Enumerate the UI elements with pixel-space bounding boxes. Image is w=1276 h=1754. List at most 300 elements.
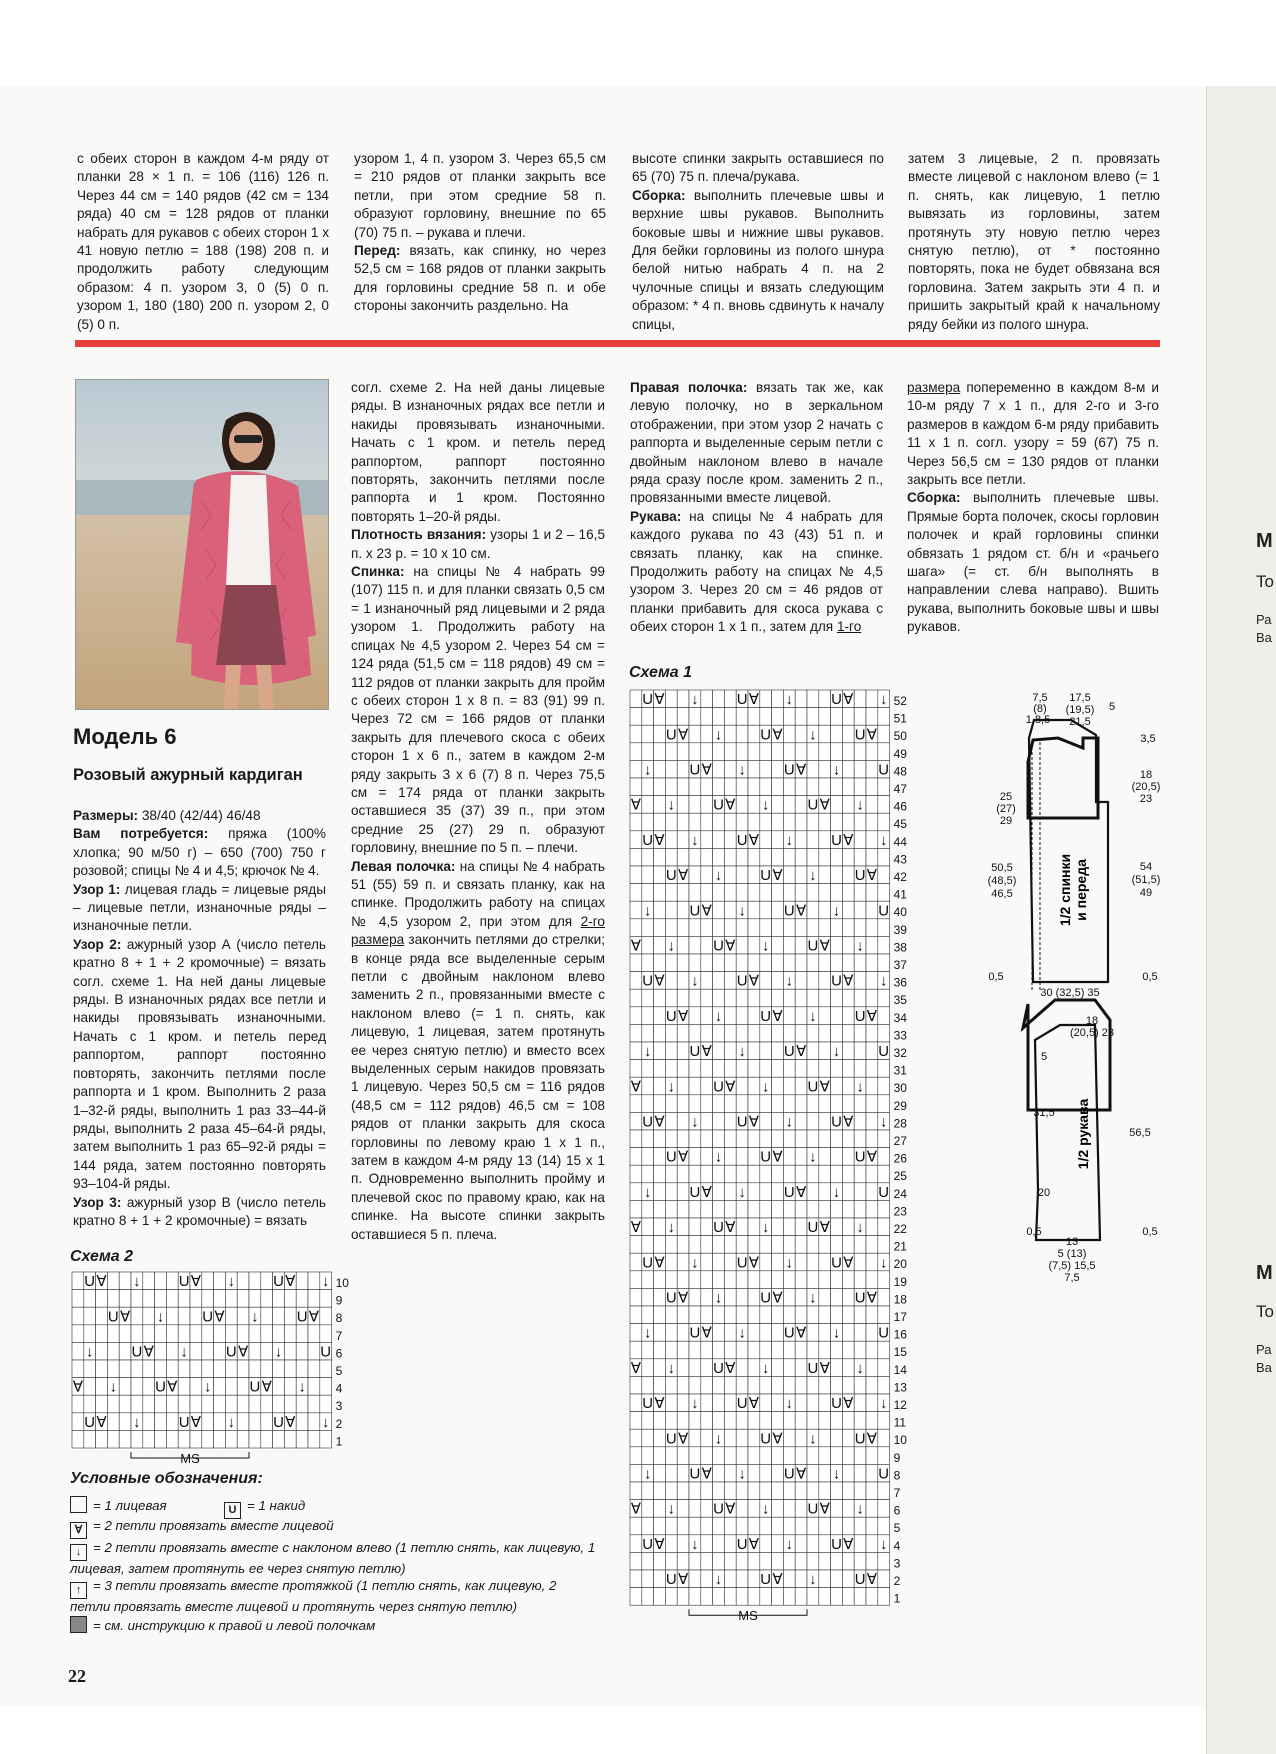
grid-cell xyxy=(819,901,831,919)
grid-cell xyxy=(866,1552,878,1570)
grid-cell xyxy=(654,1552,666,1570)
grid-cell xyxy=(760,901,772,919)
grid-cell xyxy=(842,848,854,866)
grid-cell xyxy=(689,1570,701,1588)
grid-cell xyxy=(866,1183,878,1201)
grid-cell xyxy=(842,1376,854,1394)
grid-cell xyxy=(878,813,890,831)
grid-cell xyxy=(736,954,748,972)
grid-cell xyxy=(795,725,807,743)
grid-cell xyxy=(724,1183,736,1201)
grid-cell xyxy=(842,1183,854,1201)
grid-cell xyxy=(713,848,725,866)
grid-cell xyxy=(760,1130,772,1148)
grid-cell xyxy=(308,1378,320,1396)
grid-cell xyxy=(689,796,701,814)
grid-cell xyxy=(701,1218,713,1236)
grid-cell xyxy=(748,1500,760,1518)
stitch-symbol: U xyxy=(783,902,795,920)
grid-cell xyxy=(630,1007,642,1025)
row-number: 1 xyxy=(335,1434,343,1449)
grid-cell xyxy=(654,1376,666,1394)
grid-cell xyxy=(748,1148,760,1166)
grid-cell xyxy=(831,1588,843,1606)
grid-cell xyxy=(654,1007,666,1025)
grid-cell xyxy=(96,1290,108,1308)
grid-cell xyxy=(665,1095,677,1113)
grid-cell xyxy=(736,1165,748,1183)
grid-cell xyxy=(878,1271,890,1289)
grid-cell xyxy=(665,708,677,726)
grid-cell xyxy=(654,1271,666,1289)
grid-cell xyxy=(748,884,760,902)
grid-cell xyxy=(724,1271,736,1289)
stitch-symbol: ∀ xyxy=(843,831,854,849)
stitch-symbol: U xyxy=(249,1378,261,1396)
grid-cell xyxy=(783,1359,795,1377)
grid-cell xyxy=(807,954,819,972)
grid-cell xyxy=(783,1200,795,1218)
grid-cell xyxy=(878,1429,890,1447)
grid-cell xyxy=(854,848,866,866)
grid-cell xyxy=(783,1218,795,1236)
stitch-symbol: ↓ xyxy=(879,691,888,709)
grid-cell xyxy=(795,1570,807,1588)
grid-cell xyxy=(689,1429,701,1447)
stitch-symbol: ∀ xyxy=(630,937,642,955)
stitch-symbol: ∀ xyxy=(654,1113,665,1131)
grid-cell xyxy=(308,1430,320,1448)
grid-cell xyxy=(854,690,866,708)
grid-cell xyxy=(795,1200,807,1218)
stitch-symbol: ↓ xyxy=(761,1219,770,1237)
stitch-symbol: ↓ xyxy=(667,1500,676,1518)
grid-cell xyxy=(736,778,748,796)
grid-cell xyxy=(795,866,807,884)
grid-cell xyxy=(842,954,854,972)
grid-cell xyxy=(677,1394,689,1412)
grid-cell xyxy=(842,1271,854,1289)
grid-cell xyxy=(701,1359,713,1377)
stitch-symbol: U xyxy=(854,726,866,744)
grid-cell xyxy=(642,1570,654,1588)
grid-cell xyxy=(296,1360,308,1378)
grid-cell xyxy=(736,1288,748,1306)
stitch-symbol: ↓ xyxy=(809,1289,817,1307)
grid-cell xyxy=(724,1394,736,1412)
grid-cell xyxy=(713,989,725,1007)
grid-cell xyxy=(273,1378,285,1396)
grid-cell xyxy=(273,1307,285,1325)
grid-cell xyxy=(819,1130,831,1148)
grid-cell xyxy=(878,1588,890,1606)
bold-label: Вам потребуется: xyxy=(73,826,209,842)
stitch-symbol: ∀ xyxy=(843,972,854,990)
grid-cell xyxy=(854,1394,866,1412)
stitch-symbol: ↓ xyxy=(133,1273,141,1291)
stitch-symbol: ↓ xyxy=(738,1324,746,1342)
grid-cell xyxy=(677,972,689,990)
grid-cell xyxy=(677,1218,689,1236)
grid-cell xyxy=(736,866,748,884)
stitch-symbol: ↓ xyxy=(809,1571,817,1589)
grid-cell xyxy=(854,1024,866,1042)
grid-cell xyxy=(819,778,831,796)
grid-cell xyxy=(807,1412,819,1430)
grid-cell xyxy=(96,1307,108,1325)
grid-cell xyxy=(831,708,843,726)
stitch-symbol: ∀ xyxy=(654,1254,665,1272)
grid-cell xyxy=(878,1376,890,1394)
stitch-symbol: U xyxy=(642,1535,654,1553)
grid-cell xyxy=(842,901,854,919)
stitch-symbol: ↓ xyxy=(714,1289,723,1307)
grid-cell xyxy=(654,901,666,919)
grid-cell xyxy=(748,725,760,743)
grid-cell xyxy=(273,1290,285,1308)
stitch-symbol: U xyxy=(831,691,842,709)
grid-cell xyxy=(795,778,807,796)
grid-cell xyxy=(795,690,807,708)
grid-cell xyxy=(724,954,736,972)
grid-cell xyxy=(795,1288,807,1306)
paragraph: согл. схеме 2. На ней даны лицевые ряды. В изнаночных рядах все петли и накиды провязывать изнаночными. Начать с 1 кром. и петель перед раппортом, раппорт постоянно повторять, закончить петлями после раппорта и 1 кром. Постоянно повторять 1–20-й ряды. xyxy=(351,380,605,524)
grid-cell xyxy=(72,1325,84,1343)
grid-cell xyxy=(866,1588,878,1606)
grid-cell xyxy=(214,1325,226,1343)
grid-cell xyxy=(807,1042,819,1060)
stitch-symbol: U xyxy=(760,1148,772,1166)
grid-cell xyxy=(748,1288,760,1306)
row-number: 3 xyxy=(335,1399,343,1414)
stitch-symbol: ∀ xyxy=(819,1219,830,1237)
grid-cell xyxy=(249,1290,261,1308)
grid-cell xyxy=(736,1095,748,1113)
grid-cell xyxy=(665,1588,677,1606)
grid-cell xyxy=(225,1430,237,1448)
grid-cell xyxy=(772,919,784,937)
row-number: 26 xyxy=(893,1151,907,1166)
row-number: 9 xyxy=(893,1450,901,1465)
grid-cell xyxy=(842,1165,854,1183)
stitch-symbol: U xyxy=(854,867,866,885)
grid-cell xyxy=(748,1165,760,1183)
grid-cell xyxy=(96,1342,108,1360)
stitch-symbol: ∀ xyxy=(285,1413,296,1431)
grid-cell xyxy=(819,1306,831,1324)
grid-cell xyxy=(654,1218,666,1236)
grid-cell xyxy=(795,1500,807,1518)
grid-cell xyxy=(677,954,689,972)
legend-title: Условные обозначения: xyxy=(70,1470,263,1487)
grid-cell xyxy=(143,1360,155,1378)
grid-cell xyxy=(630,1183,642,1201)
grid-cell xyxy=(202,1360,214,1378)
grid-cell xyxy=(713,1130,725,1148)
grid-cell xyxy=(878,1570,890,1588)
grid-cell xyxy=(677,1130,689,1148)
grid-cell xyxy=(642,1060,654,1078)
grid-cell xyxy=(795,743,807,761)
grid-cell xyxy=(143,1272,155,1290)
grid-cell xyxy=(783,1306,795,1324)
stitch-symbol: U xyxy=(84,1413,96,1431)
grid-cell xyxy=(654,1288,666,1306)
text: ажурный узор В (число петель кратно 8 + 1 + 2 кромочные) = вязать xyxy=(73,1194,327,1228)
grid-cell xyxy=(760,1042,772,1060)
grid-cell xyxy=(284,1307,296,1325)
grid-cell xyxy=(284,1378,296,1396)
grid-cell xyxy=(772,1306,784,1324)
grid-cell xyxy=(630,1165,642,1183)
stitch-symbol: ↓ xyxy=(738,761,746,779)
grid-cell xyxy=(842,989,854,1007)
stitch-symbol: ↓ xyxy=(251,1308,259,1326)
grid-cell xyxy=(665,760,677,778)
stitch-symbol: U xyxy=(736,1535,748,1553)
grid-cell xyxy=(701,1130,713,1148)
row-number: 41 xyxy=(893,887,907,902)
grid-cell xyxy=(701,1570,713,1588)
grid-cell xyxy=(84,1307,96,1325)
stitch-symbol: U xyxy=(760,867,772,885)
stitch-symbol: U xyxy=(84,1273,96,1291)
stitch-symbol: ↓ xyxy=(643,902,652,920)
dim-label: 0,5 xyxy=(1026,1226,1042,1238)
grid-cell xyxy=(748,778,760,796)
grid-cell xyxy=(807,1588,819,1606)
grid-cell xyxy=(831,813,843,831)
grid-cell xyxy=(795,1359,807,1377)
row-number: 8 xyxy=(893,1468,901,1483)
grid-cell xyxy=(783,1007,795,1025)
grid-cell xyxy=(748,1570,760,1588)
grid-cell xyxy=(748,1324,760,1342)
dim-label: (51,5) xyxy=(1131,874,1161,886)
grid-cell xyxy=(689,1341,701,1359)
dim-label: 23 xyxy=(1139,793,1153,805)
grid-cell xyxy=(878,725,890,743)
grid-cell xyxy=(772,1042,784,1060)
stitch-symbol: ∀ xyxy=(819,1500,830,1518)
grid-cell xyxy=(665,1253,677,1271)
grid-cell xyxy=(854,1447,866,1465)
grid-cell xyxy=(178,1360,190,1378)
stitch-symbol: ↓ xyxy=(643,1183,652,1201)
row-number: 2 xyxy=(893,1573,901,1588)
stitch-symbol: ↓ xyxy=(643,1324,652,1342)
grid-cell xyxy=(630,919,642,937)
grid-cell xyxy=(842,1517,854,1535)
grid-cell xyxy=(842,708,854,726)
bold-label: Плотность вязания: xyxy=(351,527,487,543)
grid-cell xyxy=(772,1130,784,1148)
grid-cell xyxy=(819,1552,831,1570)
grid-cell xyxy=(654,708,666,726)
grid-cell xyxy=(736,1429,748,1447)
stitch-symbol: ↓ xyxy=(761,1078,770,1096)
paragraph: узором 1, 4 п. узором 3. Через 65,5 см = 210 рядов от планки закрыть все петли, при этом средние 58 п. образуют горловину, внешние по 65 (70) 75 п. – рукава и плечи. xyxy=(354,151,606,240)
grid-cell xyxy=(866,1112,878,1130)
grid-cell xyxy=(748,936,760,954)
grid-cell xyxy=(107,1325,119,1343)
stitch-symbol: ∀ xyxy=(772,1148,783,1166)
row-number: 33 xyxy=(893,1028,907,1043)
grid-cell xyxy=(665,1552,677,1570)
grid-cell xyxy=(831,1482,843,1500)
grid-cell xyxy=(630,1412,642,1430)
grid-cell xyxy=(819,1376,831,1394)
grid-cell xyxy=(701,1236,713,1254)
grid-cell xyxy=(854,1535,866,1553)
grid-cell xyxy=(807,1306,819,1324)
grid-cell xyxy=(284,1290,296,1308)
stitch-symbol: ↓ xyxy=(667,796,676,814)
grid-cell xyxy=(772,972,784,990)
grid-cell xyxy=(878,1306,890,1324)
grid-cell xyxy=(831,1500,843,1518)
grid-cell xyxy=(878,1447,890,1465)
legend-text: = 1 лицевая xyxy=(93,1498,167,1513)
grid-cell xyxy=(713,708,725,726)
grid-cell xyxy=(677,1236,689,1254)
grid-cell xyxy=(772,1165,784,1183)
grid-cell xyxy=(748,796,760,814)
stitch-symbol: ↓ xyxy=(691,972,699,990)
grid-cell xyxy=(842,1130,854,1148)
grid-cell xyxy=(630,1464,642,1482)
grid-cell xyxy=(677,901,689,919)
grid-cell xyxy=(261,1413,273,1431)
grid-cell xyxy=(642,796,654,814)
grid-cell xyxy=(807,1447,819,1465)
bold-label: Сборка: xyxy=(632,187,686,203)
grid-cell xyxy=(677,1447,689,1465)
left-column xyxy=(73,807,326,1230)
grid-cell xyxy=(878,989,890,1007)
grid-cell xyxy=(760,884,772,902)
grid-cell xyxy=(677,1253,689,1271)
grid-cell xyxy=(724,1042,736,1060)
legend-text: = см. инструкцию к правой и левой полочкам xyxy=(93,1618,376,1633)
grid-cell xyxy=(677,1500,689,1518)
grid-cell xyxy=(689,778,701,796)
stitch-symbol: ↓ xyxy=(879,831,888,849)
grid-cell xyxy=(772,1024,784,1042)
dim-label: 18 xyxy=(1139,769,1153,781)
grid-cell xyxy=(166,1413,178,1431)
grid-cell xyxy=(713,1200,725,1218)
grid-cell xyxy=(819,1148,831,1166)
grid-cell xyxy=(854,1588,866,1606)
grid-cell xyxy=(819,1271,831,1289)
grid-cell xyxy=(783,1376,795,1394)
stitch-symbol: U xyxy=(783,761,795,779)
grid-cell xyxy=(783,1500,795,1518)
back-shape xyxy=(1029,720,1108,982)
grid-cell xyxy=(842,1288,854,1306)
grid-cell xyxy=(630,972,642,990)
grid-cell xyxy=(701,813,713,831)
grid-cell xyxy=(237,1395,249,1413)
stitch-symbol: U xyxy=(665,1571,677,1589)
stitch-symbol: U xyxy=(296,1308,308,1326)
grid-cell xyxy=(736,1482,748,1500)
stitch-symbol: U xyxy=(713,1359,724,1377)
grid-cell xyxy=(689,1165,701,1183)
grid-cell xyxy=(748,1183,760,1201)
grid-cell xyxy=(866,1324,878,1342)
dim-label: (48,5) xyxy=(987,875,1017,887)
stitch-symbol: U xyxy=(736,1395,748,1413)
grid-cell xyxy=(713,884,725,902)
grid-cell xyxy=(642,1482,654,1500)
grid-cell xyxy=(772,1412,784,1430)
grid-cell xyxy=(249,1360,261,1378)
grid-cell xyxy=(724,1306,736,1324)
stitch-symbol: ∀ xyxy=(725,796,736,814)
grid-cell xyxy=(701,919,713,937)
grid-cell xyxy=(689,1007,701,1025)
grid-cell xyxy=(665,1394,677,1412)
grid-cell xyxy=(84,1290,96,1308)
stitch-symbol: ∀ xyxy=(72,1378,84,1396)
grid-cell xyxy=(72,1342,84,1360)
grid-cell xyxy=(783,1429,795,1447)
grid-cell xyxy=(736,1306,748,1324)
grid-cell xyxy=(642,936,654,954)
grid-cell xyxy=(190,1307,202,1325)
grid-cell xyxy=(783,1447,795,1465)
grid-cell xyxy=(795,919,807,937)
grid-cell xyxy=(84,1325,96,1343)
grid-cell xyxy=(795,708,807,726)
stitch-symbol: U xyxy=(807,1078,819,1096)
grid-cell xyxy=(748,1200,760,1218)
schema-2-chart xyxy=(70,1270,390,1470)
grid-cell xyxy=(701,972,713,990)
grid-cell xyxy=(760,760,772,778)
grid-cell xyxy=(654,1095,666,1113)
grid-cell xyxy=(760,848,772,866)
grid-cell xyxy=(642,778,654,796)
grid-cell xyxy=(878,796,890,814)
stitch-symbol: ↓ xyxy=(856,1500,864,1518)
grid-cell xyxy=(842,1042,854,1060)
stitch-symbol: U xyxy=(807,1500,819,1518)
grid-cell xyxy=(760,1517,772,1535)
underlined-text: размера xyxy=(907,380,961,395)
row-number: 10 xyxy=(335,1275,349,1290)
stitch-symbol: ↓ xyxy=(714,1430,723,1448)
grid-cell xyxy=(296,1413,308,1431)
grid-cell xyxy=(654,725,666,743)
grid-cell xyxy=(748,1024,760,1042)
stitch-symbol: ∀ xyxy=(261,1378,272,1396)
grid-cell xyxy=(807,884,819,902)
grid-cell xyxy=(819,866,831,884)
grid-cell xyxy=(748,1517,760,1535)
grid-cell xyxy=(713,1324,725,1342)
grid-cell xyxy=(178,1430,190,1448)
grid-cell xyxy=(854,831,866,849)
grid-cell xyxy=(760,1482,772,1500)
grid-cell xyxy=(748,760,760,778)
grid-cell xyxy=(819,1024,831,1042)
grid-cell xyxy=(665,1464,677,1482)
grid-cell xyxy=(736,1148,748,1166)
grid-cell xyxy=(842,1359,854,1377)
